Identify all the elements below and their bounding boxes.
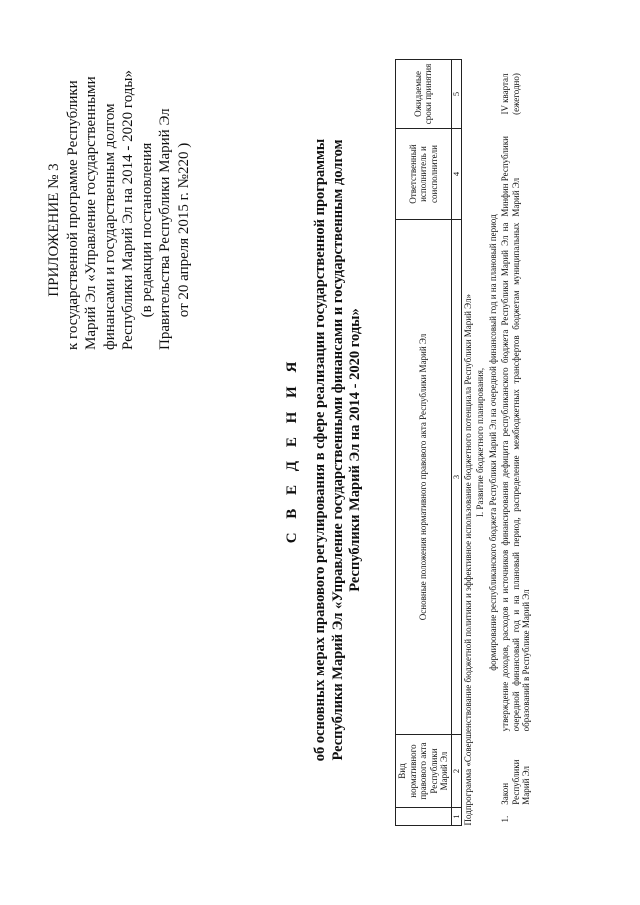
- table-row: [499, 60, 533, 826]
- act-kind: Закон Республики Марий Эл: [500, 759, 531, 805]
- column-number: 4: [451, 128, 461, 219]
- appendix-line: от 20 апреля 2015 г. №220 ): [175, 142, 192, 318]
- act-deadline: IV квартал (ежегодно): [500, 73, 521, 115]
- appendix-line: (в редакции постановления: [138, 142, 155, 318]
- column-number: 5: [451, 60, 461, 129]
- subprogram-row: [461, 60, 474, 826]
- appendix-block: [45, 70, 193, 350]
- section-title-cont: формирование республиканского бюджета Республики Марий Эл на очередной финансовый год и на плановый период: [487, 214, 498, 671]
- row-number: 1.: [500, 815, 510, 823]
- section-cont-row: [487, 60, 500, 826]
- subprogram-title: Подпрограмма «Совершенствование бюджетной политики и эффективное использование бюджетного потенциала Республики Марий Эл»: [462, 294, 473, 826]
- subtitle-line: Республики Марий Эл «Управление государственными финансами и государственным долгом: [329, 139, 346, 761]
- header-cell: Ожидаемые сроки принятия: [396, 60, 452, 129]
- appendix-line: Республики Марий Эл на 2014 - 2020 годы»: [120, 70, 136, 350]
- subtitle-line: об основных мерах правового регулирования в сфере реализации государственной программы: [312, 138, 328, 762]
- appendix-line: финансами и государственным долгом: [101, 103, 118, 350]
- header-cell: Ответственный исполнитель и соисполнители: [396, 128, 452, 219]
- appendix-line: к государственной программе Республики: [64, 80, 81, 350]
- column-number: 3: [451, 220, 461, 735]
- column-number: 2: [451, 734, 461, 807]
- header-cell: Основные положения нормативного правового акта Республики Марий Эл: [396, 220, 452, 735]
- table-header-row: [396, 60, 452, 826]
- act-executor: Минфин Республики Марий Эл: [500, 136, 521, 217]
- appendix-line: ПРИЛОЖЕНИЕ № 3: [46, 163, 62, 297]
- column-number-row: [451, 60, 461, 826]
- measures-table: [395, 59, 533, 826]
- column-number: 1: [451, 808, 461, 826]
- section-title: I. Развитие бюджетного планирования,: [475, 367, 485, 518]
- appendix-line: Правительства Республики Марий Эл: [157, 108, 173, 350]
- subtitle-line: Республики Марий Эл на 2014 - 2020 годы»: [347, 308, 363, 592]
- header-cell: [396, 808, 452, 826]
- act-content: утверждение доходов, расходов и источников финансирования дефицита республиканского бюджета Республики Марий Эл на очередной финансовый год и на плановый период, распределение межбюджетных трансфертов бюджетам муниципальных образований в Республике Марий Эл: [500, 222, 531, 732]
- header-cell: Вид нормативного правового акта Республики Марий Эл: [396, 734, 452, 807]
- document-subtitle: [312, 95, 365, 805]
- appendix-line: Марий Эл «Управление государственными: [83, 76, 99, 350]
- section-row: [474, 60, 487, 826]
- document-title: С В Е Д Е Н И Я: [284, 356, 300, 544]
